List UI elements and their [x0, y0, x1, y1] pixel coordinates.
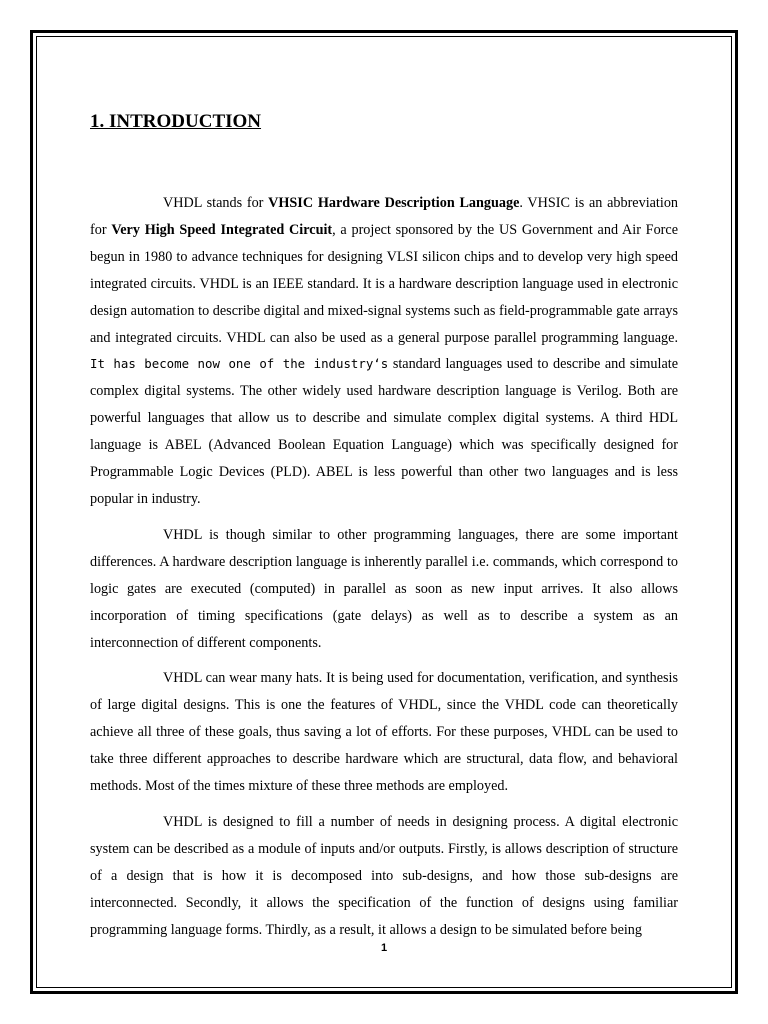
paragraph-3: VHDL can wear many hats. It is being used for documentation, verification, and synthesis of large digital designs. This is one the features of VHDL, since the VHDL code can theoretically achieve all three of these goals, thus saving a lot of efforts. For these purposes, VHDL can be used to take three different approaches to describe hardware which are structural, data flow, and behavioral methods. Most of the times mixture of these three methods are employed. — [90, 670, 678, 795]
paragraph-4: VHDL is designed to fill a number of needs in designing process. A digital electronic system can be described as a module of inputs and/or outputs. Firstly, is allows description of structure of a design that is how it is decomposed into sub-designs, and how those sub-designs are interconnected. Secondly, it allows the specification of the function of designs using familiar programming language forms. Thirdly, as a result, it allows a design to be simulated before being — [90, 813, 678, 938]
paragraph-1 — [90, 190, 678, 513]
page-number: 1 — [380, 942, 388, 954]
paragraph-1-bold-vhsic-expansion: Very High Speed Integrated Circuit — [111, 221, 333, 238]
page-content — [90, 108, 678, 943]
paragraph-1-text-a: VHDL stands for — [163, 195, 269, 211]
paragraph-1-text-d: standard languages used to describe and simulate complex digital systems. The other widely used hardware description language is Verilog. Both are powerful languages that allow us to describe and simulate complex digital systems. A third HDL language is ABEL (Advanced Boolean Equation Language) which was specifically designed for Programmable Logic Devices (PLD). ABEL is less powerful than other two languages and is less popular in industry. — [90, 356, 679, 507]
paragraph-1-text-c: , a project sponsored by the US Government and Air Force begun in 1980 to advance techniques for designing VLSI silicon chips and to develop very high speed integrated circuits. VHDL is an IEEE standard. It is a hardware description language used in electronic design automation to describe digital and mixed-signal systems such as field-programmable gate arrays and integrated circuits. VHDL can also be used as a general purpose parallel programming language. — [90, 221, 678, 346]
section-heading: 1. INTRODUCTION — [90, 111, 262, 132]
paragraph-1-bold-vhsic: VHSIC Hardware Description Language — [268, 195, 520, 211]
paragraph-1-mono-text: It has become now one of the industry‘s — [90, 356, 389, 372]
paragraph-1-text-b: . VHSIC is an abbreviation for — [90, 195, 679, 238]
paragraph-2: VHDL is though similar to other programming languages, there are some important differences. A hardware description language is inherently parallel i.e. commands, which correspond to logic gates are executed (computed) in parallel as soon as new input arrives. It also allows incorporation of timing specifications (gate delays) as well as to describe a system as an interconnection of different components. — [90, 526, 678, 651]
